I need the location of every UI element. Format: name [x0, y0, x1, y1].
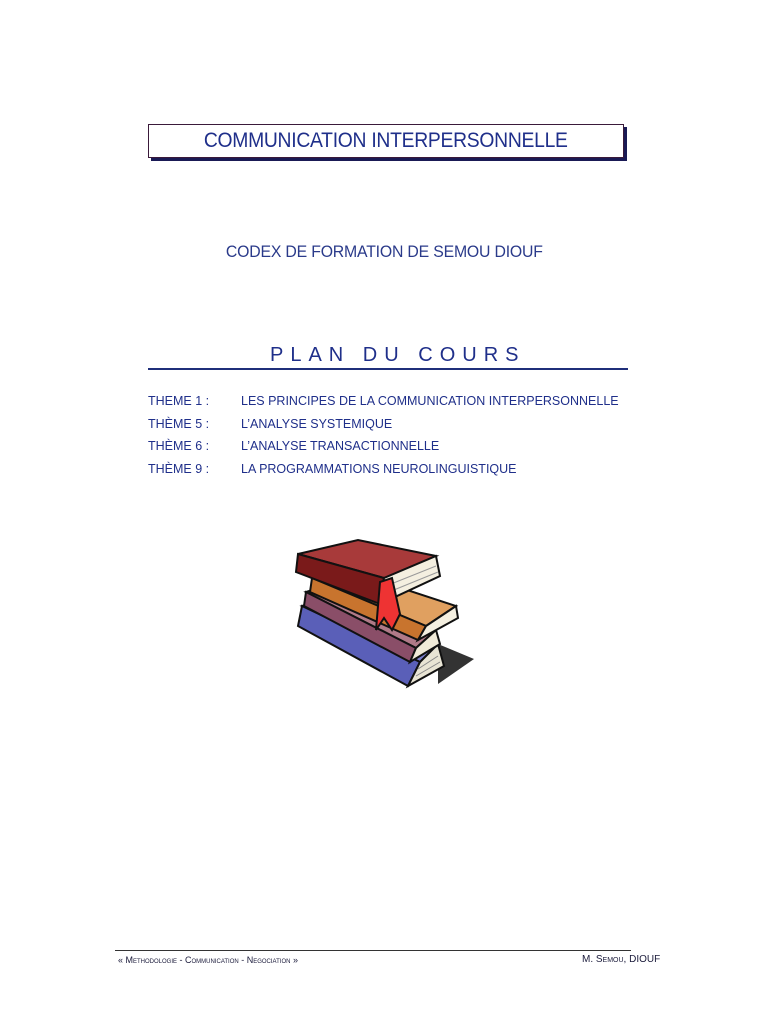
theme-row: [148, 435, 668, 458]
document-title: COMMUNICATION INTERPERSONNELLE: [204, 129, 568, 152]
theme-row: [148, 390, 668, 413]
title-box: [148, 124, 624, 158]
subtitle-text: CODEX DE FORMATION DE SEMOU DIOUF: [225, 242, 543, 261]
theme-row: [148, 413, 668, 436]
theme-row: [148, 458, 668, 481]
plan-heading-text: PLAN DU COURS: [270, 344, 526, 366]
footer-rule: [115, 950, 631, 951]
theme-title: LA PROGRAMMATIONS NEUROLINGUISTIQUE: [241, 461, 517, 476]
stack-of-books-illustration: [288, 534, 488, 704]
theme-title: L’ANALYSE TRANSACTIONNELLE: [241, 439, 440, 454]
stack-of-books-icon: [288, 534, 488, 709]
theme-key: THEME 1 :: [148, 394, 210, 409]
theme-key: THÈME 9 :: [148, 461, 210, 476]
theme-title: LES PRINCIPES DE LA COMMUNICATION INTERPERSONNELLE: [241, 394, 619, 409]
plan-heading: [148, 344, 628, 370]
footer-left-text: « Methodologie - Communication - Negociation »: [118, 955, 298, 965]
footer-right-text: M. Semou, DIOUF: [582, 954, 661, 965]
theme-list: [148, 390, 668, 480]
theme-title: L’ANALYSE SYSTEMIQUE: [241, 416, 393, 431]
theme-key: THÈME 5 :: [148, 416, 210, 431]
theme-key: THÈME 6 :: [148, 439, 210, 454]
document-subtitle: [0, 242, 768, 262]
